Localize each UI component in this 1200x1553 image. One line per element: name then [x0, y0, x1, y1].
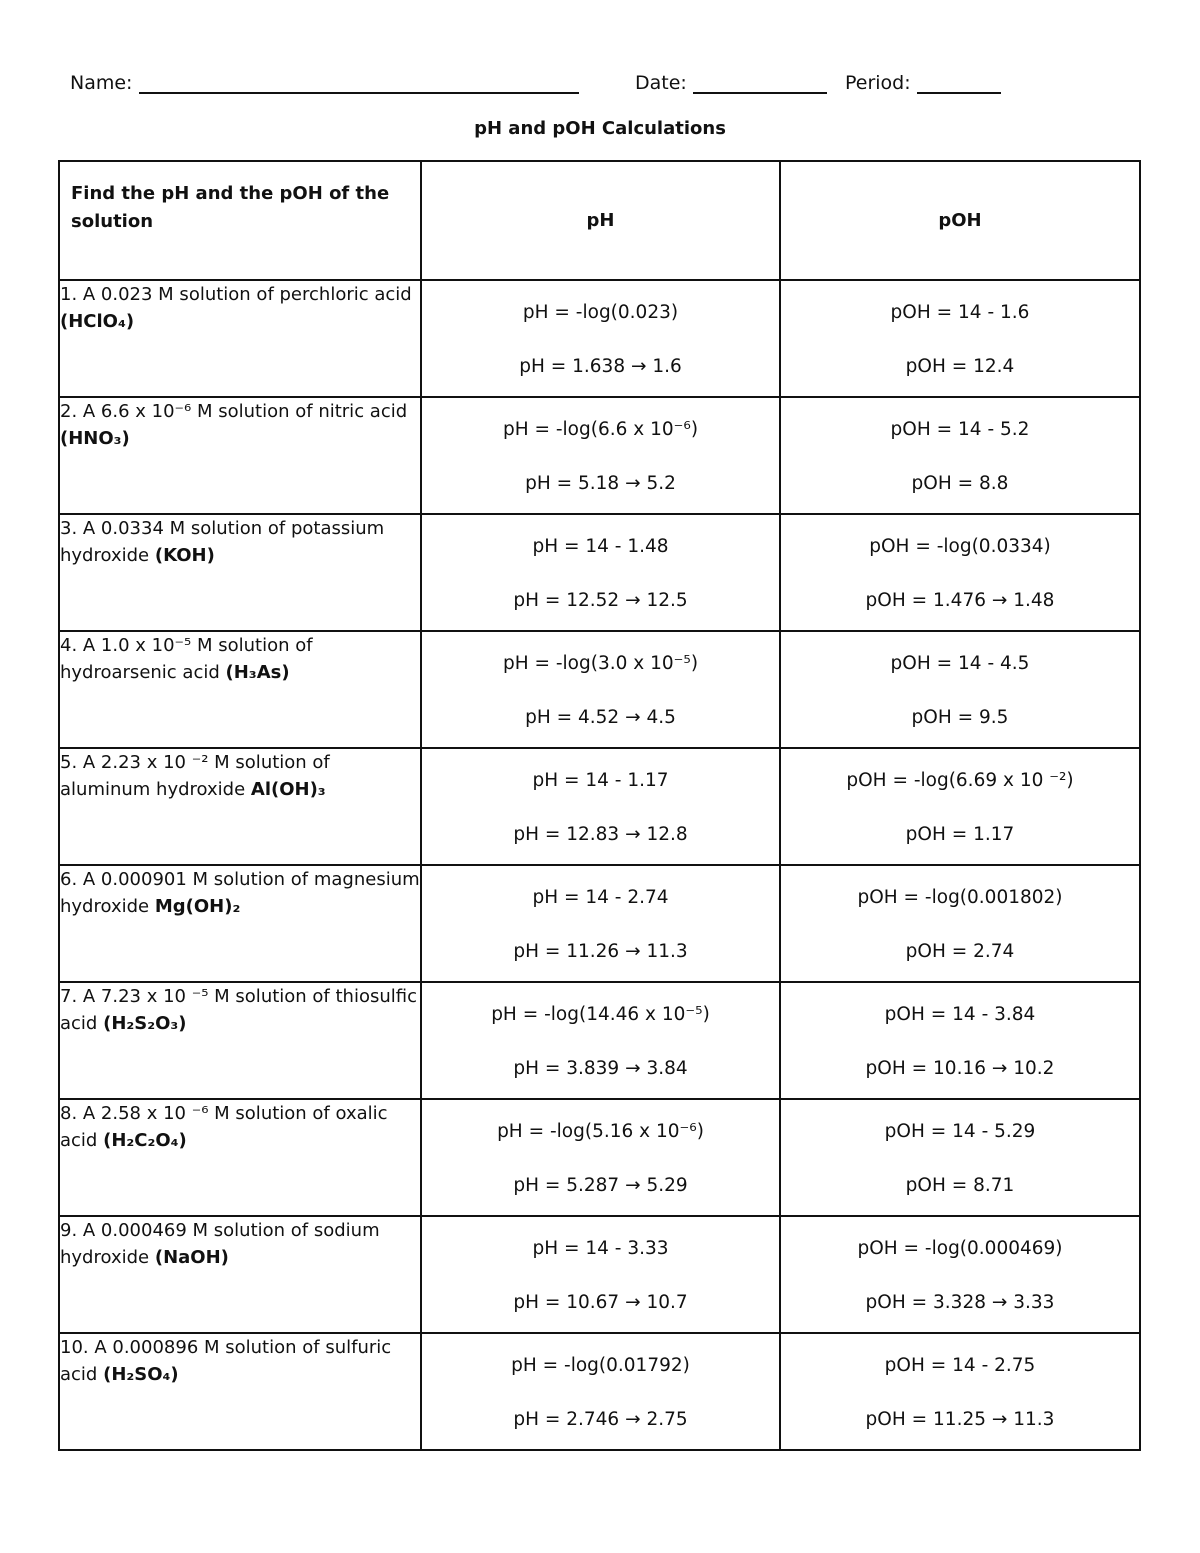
ph-answer-cell [421, 982, 780, 1099]
chemical-formula: (H₂S₂O₃) [103, 1013, 187, 1034]
question-cell [59, 1216, 421, 1333]
date-label: Date: [635, 72, 687, 94]
ph-answer-cell [421, 397, 780, 514]
poh-result: pOH = 1.476 → 1.48 [865, 590, 1055, 611]
ph-result: pH = 5.18 → 5.2 [525, 473, 676, 494]
poh-result: pOH = 2.74 [905, 941, 1015, 962]
poh-equation: pOH = -log(6.69 x 10 ⁻²) [846, 770, 1074, 791]
question-cell [59, 1333, 421, 1450]
question-cell [59, 748, 421, 865]
poh-result: pOH = 1.17 [905, 824, 1015, 845]
poh-answer-cell [780, 1099, 1140, 1216]
question-text: 10. A 0.000896 M solution of sulfuric acid [60, 1337, 392, 1385]
poh-equation: pOH = 14 - 5.2 [890, 419, 1030, 440]
question-cell [59, 1099, 421, 1216]
question-text: 9. A 0.000469 M solution of sodium hydroxide [60, 1220, 380, 1268]
question-text: 6. A 0.000901 M solution of magnesium hydroxide [60, 869, 420, 917]
ph-equation: pH = -log(0.023) [522, 302, 679, 323]
poh-result: pOH = 8.71 [905, 1175, 1015, 1196]
ph-answer-cell [421, 865, 780, 982]
worksheet-header [70, 72, 1130, 102]
period-blank-line[interactable] [917, 72, 1001, 94]
chemical-formula: Mg(OH)₂ [154, 896, 241, 917]
ph-result: pH = 12.52 → 12.5 [513, 590, 688, 611]
ph-answer-cell [421, 631, 780, 748]
poh-equation: pOH = -log(0.000469) [857, 1238, 1063, 1259]
ph-equation: pH = -log(5.16 x 10⁻⁶) [497, 1121, 704, 1142]
ph-result: pH = 11.26 → 11.3 [513, 941, 688, 962]
ph-result: pH = 4.52 → 4.5 [525, 707, 676, 728]
poh-result: pOH = 11.25 → 11.3 [865, 1409, 1055, 1430]
chemical-formula: (NaOH) [154, 1247, 229, 1268]
chemical-formula: (H₂C₂O₄) [103, 1130, 187, 1151]
poh-answer-cell [780, 1216, 1140, 1333]
poh-answer-cell [780, 982, 1140, 1099]
poh-equation: pOH = 14 - 4.5 [890, 653, 1030, 674]
table-row [59, 982, 1140, 1099]
question-text: 2. A 6.6 x 10⁻⁶ M solution of nitric acid [60, 401, 408, 422]
question-text: 5. A 2.23 x 10 ⁻² M solution of aluminum hydroxide [60, 752, 330, 800]
poh-answer-cell [780, 397, 1140, 514]
chemical-formula: (KOH) [154, 545, 215, 566]
ph-result: pH = 3.839 → 3.84 [513, 1058, 688, 1079]
column-header-ph: pH [421, 161, 780, 280]
question-cell [59, 982, 421, 1099]
table-row [59, 1216, 1140, 1333]
poh-answer-cell [780, 1333, 1140, 1450]
poh-answer-cell [780, 865, 1140, 982]
name-label: Name: [70, 72, 133, 94]
poh-equation: pOH = 14 - 2.75 [884, 1355, 1036, 1376]
poh-answer-cell [780, 748, 1140, 865]
chemical-formula: (HNO₃) [60, 428, 130, 449]
poh-answer-cell [780, 631, 1140, 748]
poh-result: pOH = 3.328 → 3.33 [865, 1292, 1055, 1313]
table-row [59, 748, 1140, 865]
ph-result: pH = 10.67 → 10.7 [513, 1292, 688, 1313]
ph-equation: pH = 14 - 3.33 [532, 1238, 669, 1259]
poh-answer-cell [780, 514, 1140, 631]
column-header-poh: pOH [780, 161, 1140, 280]
poh-result: pOH = 12.4 [905, 356, 1015, 377]
question-cell [59, 865, 421, 982]
chemical-formula: (HClO₄) [60, 311, 135, 332]
question-text: 1. A 0.023 M solution of perchloric acid [60, 284, 412, 305]
ph-answer-cell [421, 1333, 780, 1450]
date-blank-line[interactable] [693, 72, 827, 94]
table-row [59, 1333, 1140, 1450]
question-cell [59, 631, 421, 748]
ph-answer-cell [421, 1216, 780, 1333]
question-cell [59, 397, 421, 514]
poh-equation: pOH = -log(0.0334) [869, 536, 1051, 557]
question-cell [59, 280, 421, 397]
ph-answer-cell [421, 1099, 780, 1216]
poh-equation: pOH = 14 - 1.6 [890, 302, 1030, 323]
ph-equation: pH = 14 - 2.74 [532, 887, 669, 908]
column-header-question: Find the pH and the pOH of the solution [59, 161, 421, 280]
calculation-table [58, 160, 1141, 1451]
question-text: 7. A 7.23 x 10 ⁻⁵ M solution of thiosulfic acid [60, 986, 417, 1034]
poh-equation: pOH = -log(0.001802) [857, 887, 1063, 908]
chemical-formula: (H₂SO₄) [103, 1364, 179, 1385]
table-row [59, 280, 1140, 397]
ph-equation: pH = 14 - 1.17 [532, 770, 669, 791]
table-row [59, 514, 1140, 631]
table-header-row [59, 161, 1140, 280]
poh-answer-cell [780, 280, 1140, 397]
poh-equation: pOH = 14 - 5.29 [884, 1121, 1036, 1142]
period-field[interactable] [845, 72, 1001, 94]
ph-result: pH = 1.638 → 1.6 [519, 356, 682, 377]
page-title: pH and pOH Calculations [474, 118, 726, 139]
name-blank-line[interactable] [139, 72, 579, 94]
question-cell [59, 514, 421, 631]
ph-equation: pH = -log(3.0 x 10⁻⁵) [502, 653, 699, 674]
question-text: 8. A 2.58 x 10 ⁻⁶ M solution of oxalic acid [60, 1103, 388, 1151]
ph-equation: pH = -log(0.01792) [511, 1355, 690, 1376]
ph-equation: pH = -log(14.46 x 10⁻⁵) [491, 1004, 710, 1025]
ph-result: pH = 2.746 → 2.75 [513, 1409, 688, 1430]
ph-equation: pH = 14 - 1.48 [532, 536, 669, 557]
table-row [59, 865, 1140, 982]
name-field[interactable] [70, 72, 579, 94]
chemical-formula: Al(OH)₃ [250, 779, 326, 800]
period-label: Period: [845, 72, 911, 94]
ph-answer-cell [421, 514, 780, 631]
ph-equation: pH = -log(6.6 x 10⁻⁶) [502, 419, 699, 440]
ph-answer-cell [421, 280, 780, 397]
poh-result: pOH = 9.5 [911, 707, 1009, 728]
table-row [59, 631, 1140, 748]
question-text: 3. A 0.0334 M solution of potassium hydroxide [60, 518, 385, 566]
ph-answer-cell [421, 748, 780, 865]
poh-equation: pOH = 14 - 3.84 [884, 1004, 1036, 1025]
ph-result: pH = 12.83 → 12.8 [513, 824, 688, 845]
table-row [59, 1099, 1140, 1216]
chemical-formula: (H₃As) [225, 662, 290, 683]
table-row [59, 397, 1140, 514]
ph-result: pH = 5.287 → 5.29 [513, 1175, 688, 1196]
date-field[interactable] [635, 72, 827, 94]
question-text: 4. A 1.0 x 10⁻⁵ M solution of hydroarsenic acid [60, 635, 313, 683]
poh-result: pOH = 8.8 [911, 473, 1009, 494]
poh-result: pOH = 10.16 → 10.2 [865, 1058, 1055, 1079]
